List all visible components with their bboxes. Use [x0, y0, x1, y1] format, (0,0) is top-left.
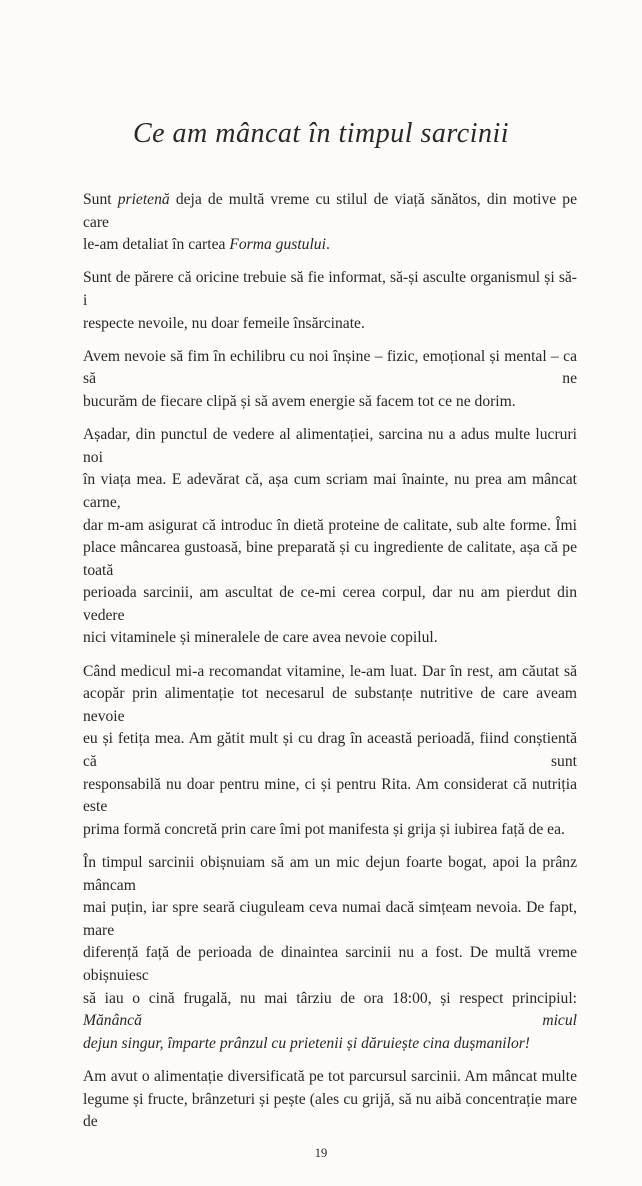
text-line	[83, 189, 577, 234]
paragraph	[83, 1066, 577, 1134]
text: Așadar, din punctul de vedere al alimentației, sarcina nu a adus multe lucruri noi	[83, 426, 577, 466]
text: Sunt	[83, 191, 118, 208]
text-line	[83, 627, 577, 650]
text: legume și fructe, brânzeturi și pește (ales cu grijă, să nu aibă concentrație mare de	[83, 1090, 577, 1131]
text-line	[83, 683, 577, 728]
page-number: 19	[314, 1146, 328, 1161]
text: eu și fetița mea. Am gătit mult și cu drag în această perioadă, fiind conștientă că sunt	[83, 730, 577, 771]
paragraph	[83, 346, 577, 414]
text: Am avut o alimentație diversificată pe tot parcursul sarcinii. Am mâncat multe	[83, 1067, 577, 1085]
text-line	[83, 852, 577, 897]
text-line	[83, 313, 577, 336]
chapter-title: Ce am mâncat în timpul sarcinii	[132, 118, 510, 149]
text-line	[83, 1033, 577, 1056]
text-line	[83, 728, 577, 773]
text-line	[83, 234, 577, 257]
paragraph	[83, 424, 577, 650]
italic-text: prietenă	[117, 191, 170, 208]
text-line	[83, 942, 577, 987]
italic-text: dejun singur, împarte prânzul cu prietenii și dăruiește cina dușmanilor!	[83, 1034, 531, 1052]
chapter-body	[83, 189, 577, 1144]
text: Sunt de părere că oricine trebuie să fie informat, să-și asculte organismul și să-i	[83, 269, 577, 309]
italic-text: Mănâncă micul	[83, 1012, 577, 1030]
text: Când medicul mi-a recomandat vitamine, le-am luat. Dar în rest, am căutat să	[83, 662, 577, 680]
text: acopăr prin alimentație tot necesarul de substanțe nutritive de care aveam nevoie	[83, 685, 577, 725]
text-line	[83, 469, 577, 514]
text-line	[83, 1089, 577, 1134]
text: Avem nevoie să fim în echilibru cu noi înșine – fizic, emoțional și mental – ca să ne	[83, 347, 577, 388]
text: .	[325, 236, 330, 254]
text-line	[83, 424, 577, 469]
text-line	[83, 897, 577, 942]
text: diferență față de perioada de dinaintea sarcinii nu a fost. De multă vreme obișnuiesc	[83, 944, 577, 984]
text-line	[83, 537, 577, 582]
text-line	[83, 391, 577, 414]
text: le-am detaliat în cartea	[83, 236, 230, 254]
text: perioada sarcinii, am ascultat de ce-mi cerea corpul, dar nu am pierdut din vedere	[83, 584, 577, 624]
paragraph	[83, 189, 577, 257]
italic-text: Forma gustului	[229, 236, 326, 254]
text: prima formă concretă prin care îmi pot manifesta și grija și iubirea față de ea.	[83, 820, 565, 838]
text-line	[83, 1066, 577, 1089]
text: mai puțin, iar spre seară ciuguleam ceva numai dacă simțeam nevoia. De fapt, mare	[83, 899, 577, 939]
text: place mâncarea gustoasă, bine preparată și cu ingrediente de calitate, așa că pe toată	[83, 539, 577, 579]
text: În timpul sarcinii obișnuiam să am un mic dejun foarte bogat, apoi la prânz mâncam	[83, 854, 577, 894]
text-line	[83, 819, 577, 842]
paragraph	[83, 852, 577, 1055]
text-line	[83, 988, 577, 1033]
text-line	[83, 582, 577, 627]
text-line	[83, 774, 577, 819]
text-line	[83, 346, 577, 391]
text-line	[83, 267, 577, 312]
text: să iau o cină frugală, nu mai târziu de ora 18:00, și respect principiul:	[83, 989, 577, 1007]
text: în viața mea. E adevărat că, așa cum scriam mai înainte, nu prea am mâncat carne,	[83, 471, 577, 511]
text: responsabilă nu doar pentru mine, ci și pentru Rita. Am considerat că nutriția este	[83, 775, 577, 816]
text-line	[83, 661, 577, 684]
text: nici vitaminele și mineralele de care avea nevoie copilul.	[83, 629, 438, 647]
text: respecte nevoile, nu doar femeile însărcinate.	[83, 314, 365, 332]
text-line	[83, 515, 577, 538]
text: deja de multă vreme cu stilul de viață sănătos, din motive pe care	[83, 191, 578, 231]
paragraph	[83, 267, 577, 335]
paragraph	[83, 661, 577, 842]
text: dar m-am asigurat că introduc în dietă proteine de calitate, sub alte forme. Îmi	[83, 516, 577, 534]
text: bucurăm de fiecare clipă și să avem energie să facem tot ce ne dorim.	[83, 392, 516, 410]
